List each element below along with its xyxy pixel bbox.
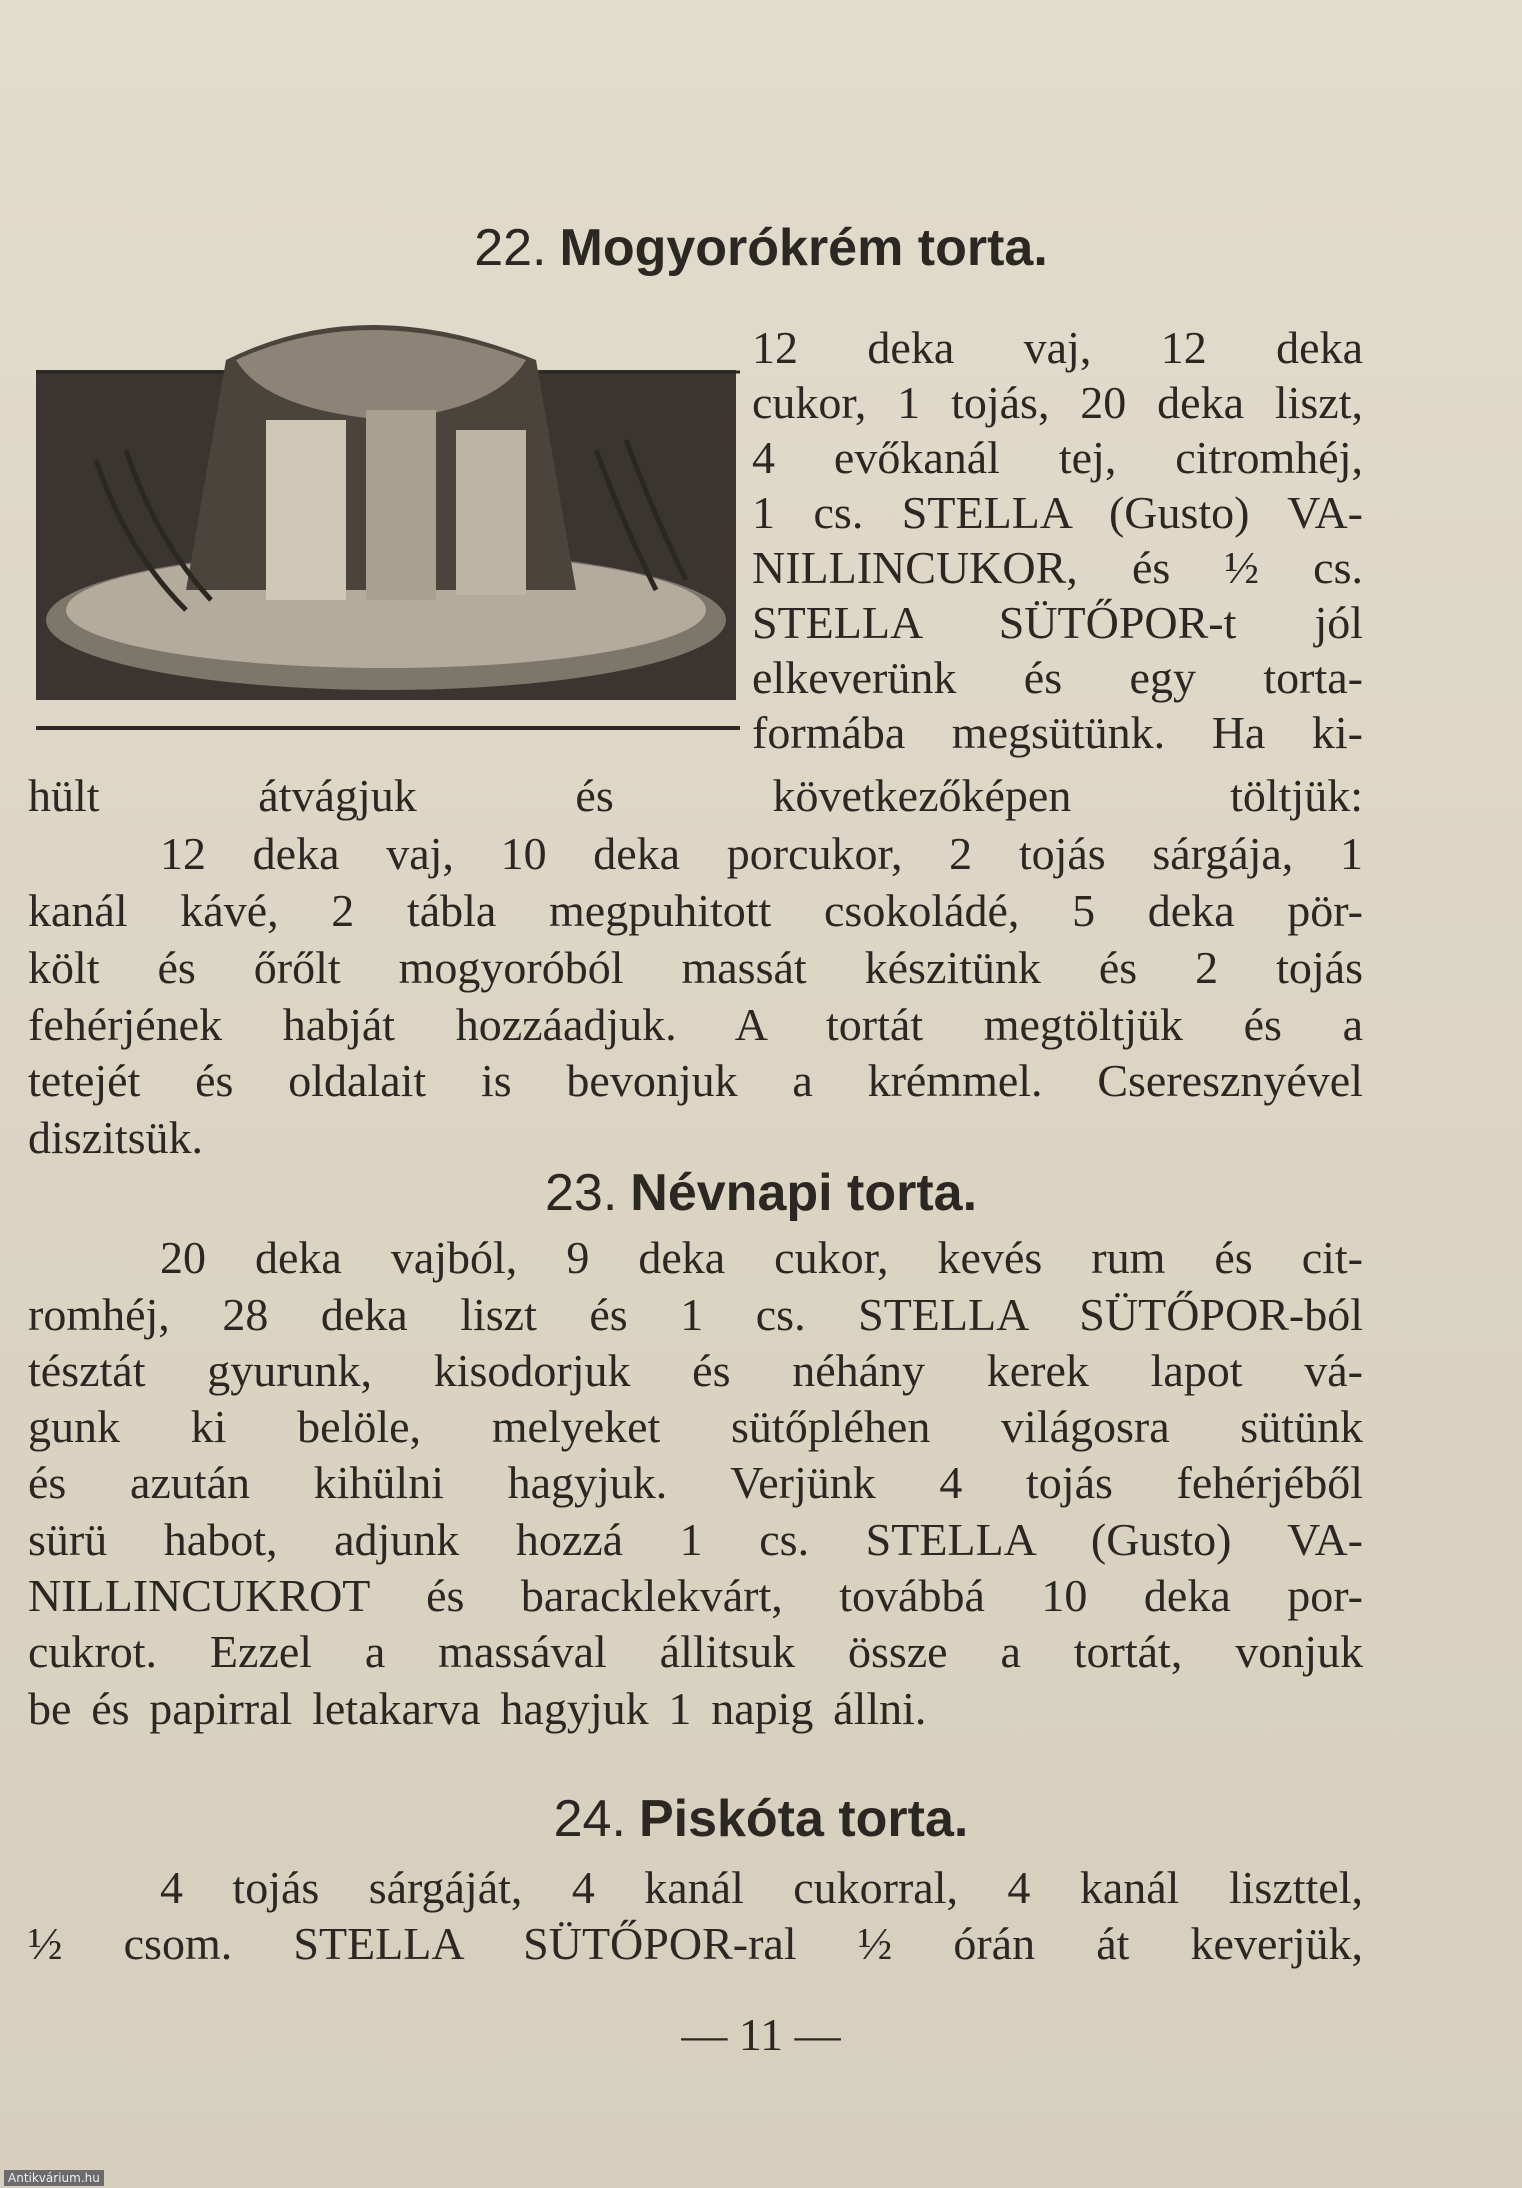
recipe-23-heading [0, 1163, 1522, 1224]
text-line: 12 deka vaj, 12 deka [752, 322, 1363, 373]
text-line: be és papirral letakarva hagyjuk 1 napig állni. [28, 1683, 927, 1734]
watermark: Antikvárium.hu [4, 2170, 104, 2186]
text-line: formába megsütünk. Ha ki- [752, 707, 1363, 758]
text-line: gunk ki belöle, melyeket sütőpléhen világosra sütünk [28, 1401, 1363, 1452]
text-line: romhéj, 28 deka liszt és 1 cs. STELLA SÜTŐPOR-ból [28, 1289, 1363, 1340]
text-line: 12 deka vaj, 10 deka porcukor, 2 tojás sárgája, 1 [160, 828, 1363, 879]
text-line: tetejét és oldalait is bevonjuk a krémmel. Cseresznyével [28, 1055, 1363, 1106]
recipe-title: Mogyorókrém torta. [559, 219, 1048, 277]
text-line: és azután kihülni hagyjuk. Verjünk 4 tojás fehérjéből [28, 1457, 1363, 1508]
text-line: költ és őrőlt mogyoróból massát készitünk és 2 tojás [28, 942, 1363, 993]
page-number: — 11 — [681, 2009, 841, 2060]
text-line: hült átvágjuk és következőképen töltjük: [28, 770, 1363, 821]
recipe-22-heading [0, 218, 1522, 279]
recipe-number: 24. [553, 1790, 626, 1848]
recipe-24-heading [0, 1789, 1522, 1850]
text-line: 4 evőkanál tej, citromhéj, [752, 432, 1363, 483]
recipe-number: 23. [544, 1164, 618, 1222]
text-line: 20 deka vajból, 9 deka cukor, kevés rum és cit- [160, 1232, 1363, 1283]
cake-illustration [36, 290, 740, 730]
text-line: tésztát gyurunk, kisodorjuk és néhány kerek lapot vá- [28, 1345, 1363, 1396]
recipe-number: 22. [474, 219, 547, 277]
text-line: elkeverünk és egy torta- [752, 652, 1363, 703]
recipe-title: Piskóta torta. [638, 1790, 969, 1848]
text-line: NILLINCUKOR, és ½ cs. [752, 542, 1363, 593]
text-line: fehérjének habját hozzáadjuk. A tortát megtöltjük és a [28, 999, 1363, 1050]
text-line: NILLINCUKROT és baracklekvárt, továbbá 10 deka por- [28, 1570, 1363, 1621]
text-line: STELLA SÜTŐPOR-t jól [752, 597, 1363, 648]
text-line: kanál kávé, 2 tábla megpuhitott csokoládé, 5 deka pör- [28, 885, 1363, 936]
text-line: cukor, 1 tojás, 20 deka liszt, [752, 377, 1363, 428]
text-line: 1 cs. STELLA (Gusto) VA- [752, 487, 1363, 538]
text-line: cukrot. Ezzel a massával állitsuk össze a tortát, vonjuk [28, 1626, 1363, 1677]
text-line: ½ csom. STELLA SÜTŐPOR-ral ½ órán át keverjük, [28, 1918, 1363, 1969]
text-line: sürü habot, adjunk hozzá 1 cs. STELLA (Gusto) VA- [28, 1514, 1363, 1565]
text-line: 4 tojás sárgáját, 4 kanál cukorral, 4 kanál liszttel, [160, 1862, 1363, 1913]
text-line: diszitsük. [28, 1112, 204, 1163]
recipe-title: Névnapi torta. [630, 1164, 978, 1222]
